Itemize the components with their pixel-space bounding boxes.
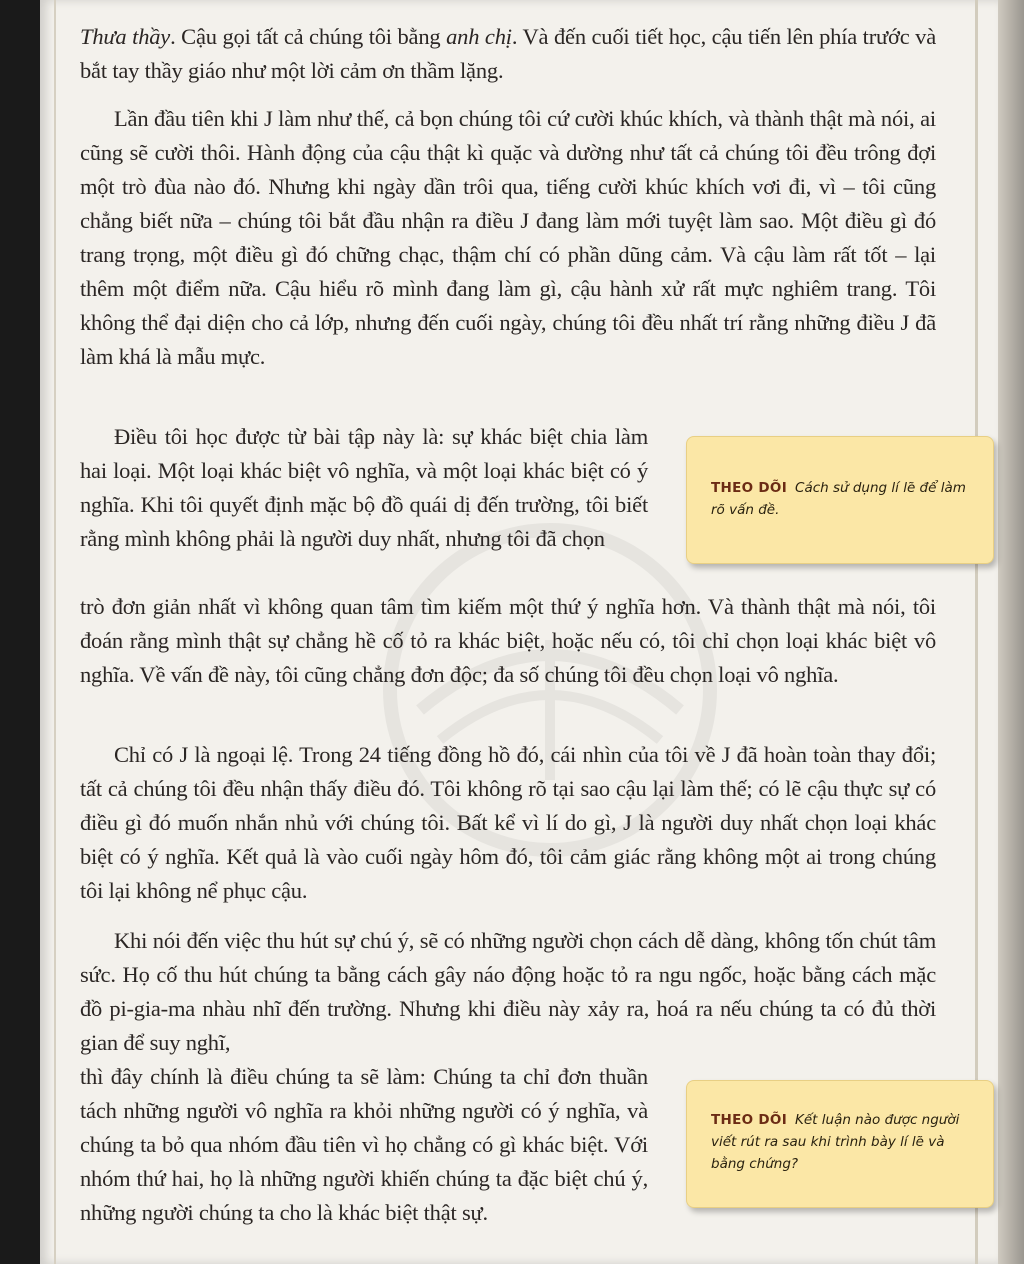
paragraph-2 [80, 102, 936, 374]
intro-paragraph [80, 20, 936, 88]
anh-chi-text: anh chị [446, 24, 512, 49]
paragraph-5-wide [80, 924, 936, 1060]
paragraph-3-narrow [80, 420, 648, 556]
thua-thay-text: Thưa thầy [80, 24, 171, 49]
paragraph-5-wide-text: Khi nói đến việc thu hút sự chú ý, sẽ có những người chọn cách dễ dàng, không tốn chút tâm sức. Họ cố thu hút chúng ta bằng cách gây náo động hoặc tỏ ra ngu ngốc, hoặc bằng cách mặc đồ pi-gia-ma nhàu nhĩ đến trường. Nhưng khi điều này xảy ra, hoá ra nếu chúng ta có đủ thời gian để suy nghĩ, [80, 928, 936, 1055]
paragraph-5-narrow [80, 1060, 648, 1230]
sidebar-label: THEO DÕI [711, 1112, 788, 1128]
intro-text-1: . Cậu gọi tất cả chúng tôi bằng [170, 24, 447, 49]
paragraph-5-narrow-text: thì đây chính là điều chúng ta sẽ làm: Chúng ta chỉ đơn thuần tách những người vô nghĩa ra khỏi những người có ý nghĩa, và chúng ta bỏ qua nhóm đầu tiên vì họ chẳng có gì khác biệt. Với nhóm thứ hai, họ là những người khiến chúng ta đặc biệt chú ý, những người chúng ta cho là khác biệt thật sự. [80, 1064, 648, 1225]
paragraph-2-text: Lần đầu tiên khi J làm như thế, cả bọn chúng tôi cứ cười khúc khích, và thành thật mà nói, ai cũng sẽ cười thôi. Hành động của cậu thật kì quặc và dường như tất cả chúng tôi đều trông đợi một trò đùa nào đó. Nhưng khi ngày dần trôi qua, tiếng cười khúc khích vơi đi, vì – tôi cũng chẳng biết nữa – chúng tôi bắt đầu nhận ra điều J đang làm mới tuyệt làm sao. Một điều gì đó trang trọng, một điều gì đó chững chạc, thậm chí có phần dũng cảm. Và cậu làm rất tốt – lại thêm một điểm nữa. Cậu hiểu rõ mình đang làm gì, cậu hành xử rất mực nghiêm trang. Tôi không thể đại diện cho cả lớp, nhưng đến cuối ngày, chúng tôi đều nhất trí rằng những điều J đã làm khá là mẫu mực. [80, 106, 936, 369]
paragraph-4 [80, 738, 936, 908]
page-edge [998, 0, 1024, 1264]
sidebar-note-1 [686, 436, 994, 564]
paragraph-3-wide [80, 590, 936, 692]
sidebar-note-2 [686, 1080, 994, 1208]
sidebar-text: Cách sử dụng lí lẽ để làm rõ vấn đề. [711, 480, 966, 518]
sidebar-text: Kết luận nào được người viết rút ra sau khi trình bày lí lẽ và bằng chứng? [711, 1112, 960, 1172]
paragraph-3-wide-text: trò đơn giản nhất vì không quan tâm tìm kiếm một thứ ý nghĩa hơn. Và thành thật mà nói, tôi đoán rằng mình thật sự chẳng hề cố tỏ ra khác biệt, hoặc nếu có, tôi chỉ chọn loại khác biệt vô nghĩa. Về vấn đề này, tôi cũng chẳng đơn độc; đa số chúng tôi đều chọn loại vô nghĩa. [80, 594, 936, 687]
paragraph-4-text: Chỉ có J là ngoại lệ. Trong 24 tiếng đồng hồ đó, cái nhìn của tôi về J đã hoàn toàn thay đổi; tất cả chúng tôi đều nhận thấy điều đó. Tôi không rõ tại sao cậu lại làm thế; có lẽ cậu thực sự có điều gì đó muốn nhắn nhủ với chúng tôi. Bất kể vì lí do gì, J là người duy nhất chọn loại khác biệt có ý nghĩa. Kết quả là vào cuối ngày hôm đó, tôi cảm giác rằng không một ai trong chúng tôi lại không nể phục cậu. [80, 742, 936, 903]
intro-text-2: . Và đến cuối tiết học, cậu tiến lên phía trước và bắt tay thầy giáo như một lời cảm ơn thầm lặng. [80, 24, 937, 83]
sidebar-label: THEO DÕI [711, 480, 788, 496]
paragraph-3-narrow-text: Điều tôi học được từ bài tập này là: sự khác biệt chia làm hai loại. Một loại khác biệt vô nghĩa, và một loại khác biệt có ý nghĩa. Khi tôi quyết định mặc bộ đồ quái dị đến trường, tôi biết rằng mình không phải là người duy nhất, nhưng tôi đã chọn [80, 424, 648, 551]
